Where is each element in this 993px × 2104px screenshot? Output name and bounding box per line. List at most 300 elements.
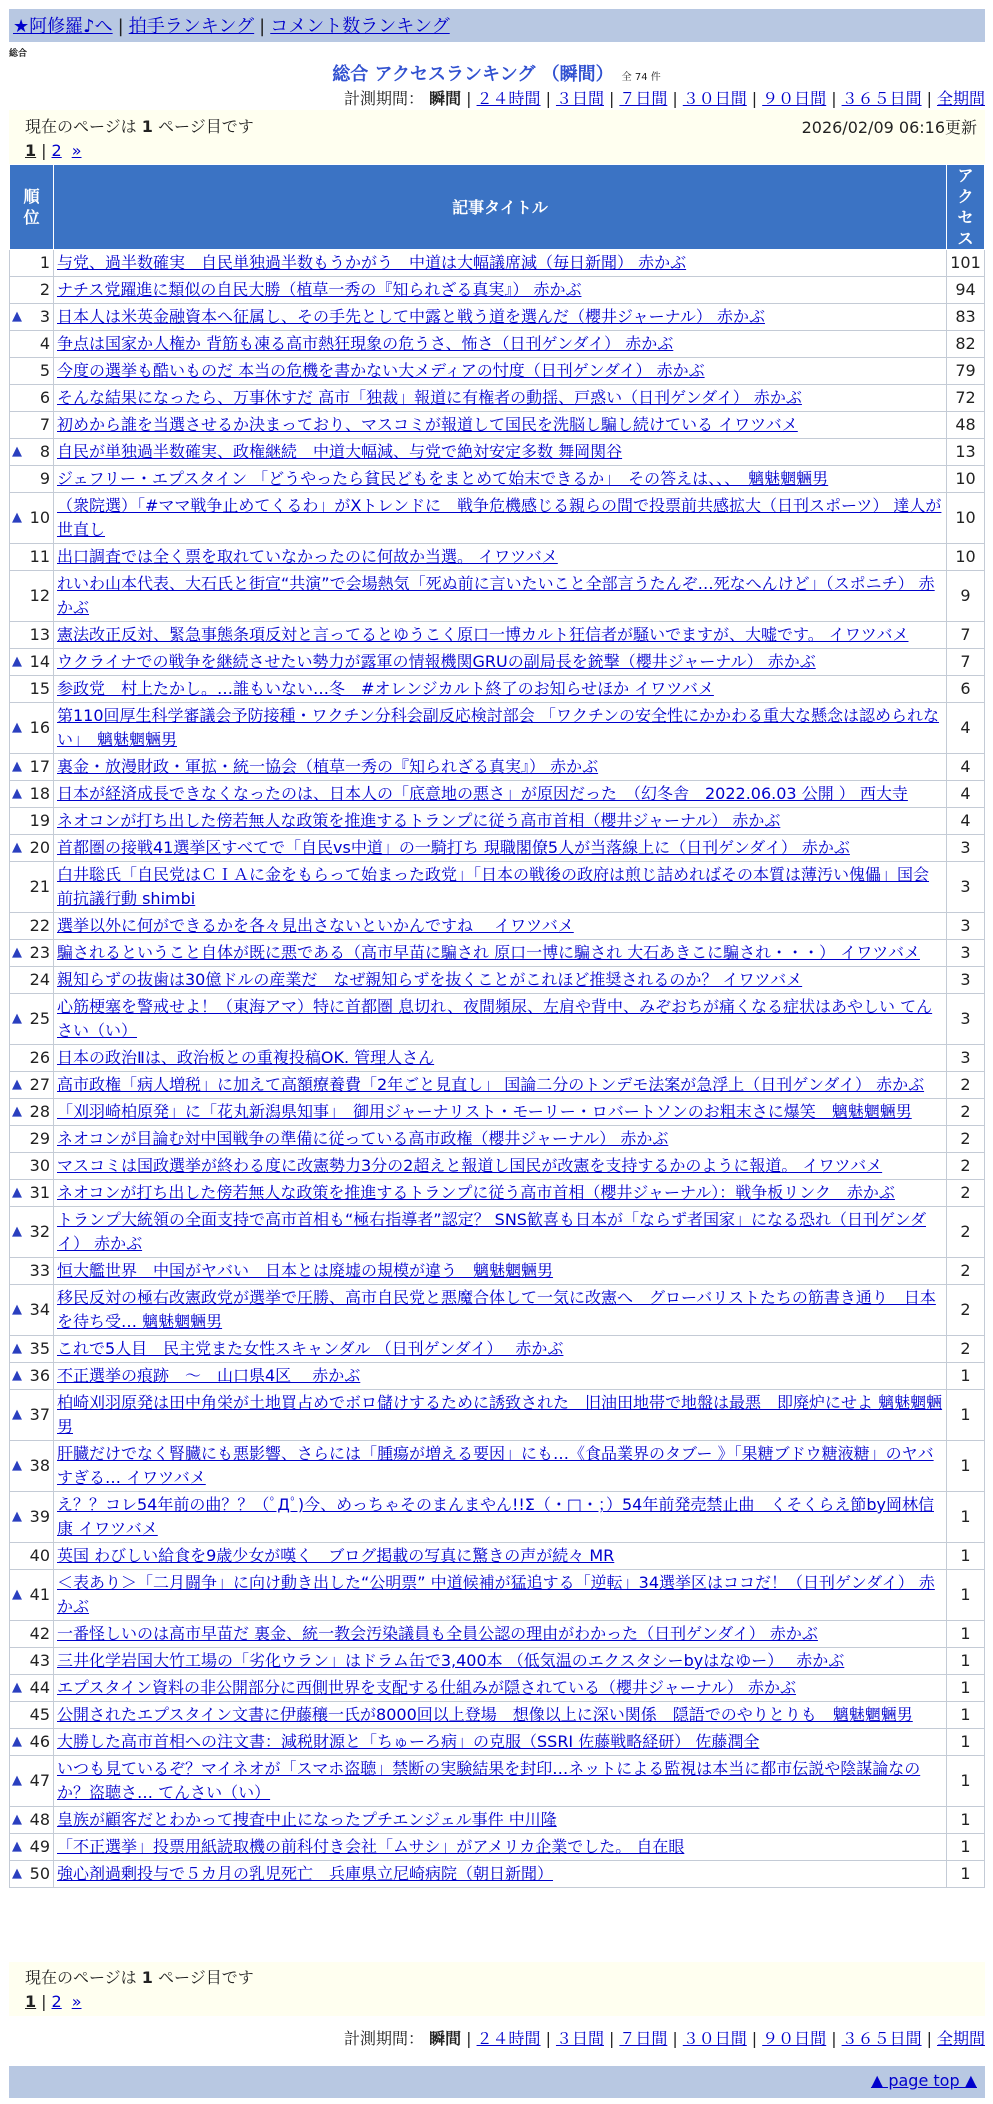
period-24h-link-bottom[interactable]: ２４時間 (476, 2029, 541, 2048)
table-row (10, 1099, 985, 1126)
table-row (10, 304, 985, 331)
access-count: 79 (947, 358, 985, 385)
access-count: 10 (947, 493, 985, 544)
access-count: 2 (947, 1258, 985, 1285)
rank-cell (10, 1648, 54, 1675)
rank-cell (10, 808, 54, 835)
rank-number: 50 (29, 1864, 50, 1883)
comment-ranking-link[interactable]: コメント数ランキング (270, 16, 450, 37)
rank-number: 26 (29, 1048, 50, 1067)
rank-up-arrow-icon: ▲ (12, 1773, 22, 1788)
article-title-link[interactable]: 柏崎刈羽原発は田中角栄が土地買占めでボロ儲けするために誘致された 旧油田地帯で地盤は最悪 即廃炉にせよ 魑魅魍魎男 (57, 1393, 943, 1436)
rank-cell (10, 439, 54, 466)
article-title-link[interactable]: 自民が単独過半数確実、政権継続 中道大幅減、与党で絶対安定多数 舞岡関谷 (57, 442, 623, 461)
title-cell (54, 1570, 947, 1621)
title-cell (54, 493, 947, 544)
rank-cell (10, 304, 54, 331)
article-title-link[interactable]: そんな結果になったら、万事休すだ 高市「独裁」報道に有権者の動揺、戸惑い（日刊ゲンダイ） 赤かぶ (57, 388, 802, 407)
rank-cell (10, 994, 54, 1045)
table-row (10, 1621, 985, 1648)
clap-ranking-link[interactable]: 拍手ランキング (128, 16, 255, 37)
access-count: 2 (947, 1180, 985, 1207)
access-count: 10 (947, 544, 985, 571)
article-title-link[interactable]: 公開されたエプスタイン文書に伊藤穰一氏が8000回以上登場 想像以上に深い関係 隠語でのやりとりも 魑魅魍魎男 (57, 1705, 913, 1724)
rank-cell (10, 1126, 54, 1153)
title-cell (54, 1621, 947, 1648)
article-title-link[interactable]: 首都圏の接戦41選挙区すべてで「自民vs中道」の一騎打ち 現職閣僚5人が当落線上に（日刊ゲンダイ） 赤かぶ (57, 838, 850, 857)
table-row (10, 808, 985, 835)
access-count: 2 (947, 1126, 985, 1153)
title-cell (54, 1390, 947, 1441)
title-cell (54, 1807, 947, 1834)
rank-cell (10, 1336, 54, 1363)
title-cell (54, 1729, 947, 1756)
table-row (10, 1153, 985, 1180)
rank-cell (10, 1702, 54, 1729)
access-count: 2 (947, 1072, 985, 1099)
rank-cell (10, 940, 54, 967)
article-title-link[interactable]: 騙されるということ自体が既に悪である（高市早苗に騙され 原口一博に騙され 大石あきこに騙され・・・） イワツバメ (57, 943, 920, 962)
period-7d-link[interactable]: ７日間 (619, 89, 668, 108)
article-title-link[interactable]: れいわ山本代表、大石氏と街宣“共演”で会場熱気「死ぬ前に言いたいこと全部言うたんぞ…死なへんけど」（スポニチ） 赤かぶ (57, 574, 935, 617)
rank-cell (10, 1570, 54, 1621)
title-cell (54, 622, 947, 649)
access-count: 1 (947, 1756, 985, 1807)
rank-cell (10, 466, 54, 493)
access-count: 1 (947, 1807, 985, 1834)
title-cell (54, 1099, 947, 1126)
access-count: 9 (947, 571, 985, 622)
period-all-link[interactable]: 全期間 (936, 89, 985, 108)
table-row (10, 1285, 985, 1336)
rank-cell (10, 1153, 54, 1180)
table-row (10, 994, 985, 1045)
access-count: 2 (947, 1285, 985, 1336)
header-access: アクセス (947, 165, 985, 250)
table-row (10, 940, 985, 967)
rank-number: 5 (39, 361, 50, 380)
period-30d-link-bottom[interactable]: ３０日間 (682, 2029, 747, 2048)
article-title-link[interactable]: ネオコンが目論む対中国戦争の準備に従っている高市政権（櫻井ジャーナル） 赤かぶ (57, 1129, 669, 1148)
rank-number: 19 (29, 811, 50, 830)
rank-number: 41 (29, 1585, 50, 1604)
table-row (10, 439, 985, 466)
rank-cell (10, 385, 54, 412)
table-row (10, 1390, 985, 1441)
title-cell (54, 913, 947, 940)
top-nav-bar (9, 9, 985, 42)
period-7d-link-bottom[interactable]: ７日間 (619, 2029, 668, 2048)
access-count: 6 (947, 676, 985, 703)
table-row (10, 1807, 985, 1834)
article-title-link[interactable]: 強心剤過剰投与で５カ月の乳児死亡 兵庫県立尼崎病院（朝日新聞） (57, 1864, 554, 1883)
title-cell (54, 571, 947, 622)
article-title-link[interactable]: 日本が経済成長できなくなったのは、日本人の「底意地の悪さ」が原因だった （幻冬舎 2022.06.03 公開 ） 西大寺 (57, 784, 908, 803)
access-count: 3 (947, 835, 985, 862)
article-title-link[interactable]: ナチス党躍進に類似の自民大勝（植草一秀の『知られざる真実』） 赤かぶ (57, 280, 582, 299)
period-current: 瞬間 (429, 89, 462, 108)
access-count: 1 (947, 1570, 985, 1621)
rank-cell (10, 1834, 54, 1861)
title-cell (54, 994, 947, 1045)
title-cell (54, 1702, 947, 1729)
article-title-link[interactable]: 出口調査では全く票を取れていなかったのに何故か当選。 イワツバメ (57, 547, 558, 566)
period-90d-link[interactable]: ９０日間 (762, 89, 827, 108)
access-count: 3 (947, 913, 985, 940)
pager-current: 1 (25, 141, 37, 160)
rank-number: 35 (29, 1339, 50, 1358)
rank-number: 29 (29, 1129, 50, 1148)
article-title-link[interactable]: 参政党 村上たかし。…誰もいない…冬 #オレンジカルト終了のお知らせほか イワツバメ (57, 679, 714, 698)
article-title-link[interactable]: 与党、過半数確実 自民単独過半数もうかがう 中道は大幅議席減（毎日新聞） 赤かぶ (57, 253, 687, 272)
rank-number: 31 (29, 1183, 50, 1202)
rank-number: 45 (29, 1705, 50, 1724)
title-cell (54, 1207, 947, 1258)
title-cell (54, 331, 947, 358)
pager-next-link-bottom[interactable]: » (71, 1992, 82, 2011)
article-title-link[interactable]: 今度の選挙も酷いものだ 本当の危機を書かない大メディアの忖度（日刊ゲンダイ） 赤かぶ (57, 361, 705, 380)
access-count: 1 (947, 1390, 985, 1441)
access-count: 10 (947, 466, 985, 493)
article-title-link[interactable]: 「不正選挙」投票用紙読取機の前科付き会社「ムサシ」がアメリカ企業でした。 自在眼 (57, 1837, 685, 1856)
table-row (10, 1570, 985, 1621)
access-count: 1 (947, 1648, 985, 1675)
access-count: 7 (947, 649, 985, 676)
access-count: 1 (947, 1543, 985, 1570)
access-count: 7 (947, 622, 985, 649)
table-row (10, 1258, 985, 1285)
access-count: 72 (947, 385, 985, 412)
rank-cell (10, 835, 54, 862)
rank-cell (10, 1861, 54, 1888)
rank-number: 15 (29, 679, 50, 698)
page-top-link[interactable]: ▲ page top ▲ (870, 2071, 977, 2090)
rank-cell (10, 358, 54, 385)
table-row (10, 1675, 985, 1702)
article-title-link[interactable]: 移民反対の極右改憲政党が選挙で圧勝、高市自民党と悪魔合体して一気に改憲へ グローバリストたちの筋書き通り 日本を待ち受… 魑魅魍魎男 (57, 1288, 936, 1331)
section-label: 総合 (9, 49, 28, 59)
period-3d-link-bottom[interactable]: ３日間 (555, 2029, 604, 2048)
rank-cell (10, 331, 54, 358)
article-title-link[interactable]: 皇族が顧客だとわかって捜査中止になったプチエンジェル事件 中川隆 (57, 1810, 557, 1829)
article-title-link[interactable]: 肝臓だけでなく腎臓にも悪影響、さらには「腫瘍が増える要因」にも…《食品業界のタブー 》「果糖ブドウ糖液糖」のヤバすぎる… イワツバメ (57, 1444, 934, 1487)
rank-number: 13 (29, 625, 50, 644)
article-title-link[interactable]: ウクライナでの戦争を継続させたい勢力が露軍の情報機関GRUの副局長を銃撃（櫻井ジャーナル） 赤かぶ (57, 652, 816, 671)
title-cell (54, 1492, 947, 1543)
title-cell (54, 676, 947, 703)
article-title-link[interactable]: これで5人目 民主党また女性スキャンダル （日刊ゲンダイ） 赤かぶ (57, 1339, 564, 1358)
rank-cell (10, 967, 54, 994)
rank-up-arrow-icon: ▲ (12, 1185, 22, 1200)
article-title-link[interactable]: 不正選挙の痕跡 ～ 山口県4区 赤かぶ (57, 1366, 361, 1385)
rank-up-arrow-icon: ▲ (12, 1458, 22, 1473)
rank-number: 38 (29, 1456, 50, 1475)
article-title-link[interactable]: 選挙以外に何ができるかを各々見出さないといかんですね イワツバメ (57, 916, 574, 935)
access-count: 4 (947, 808, 985, 835)
table-row (10, 1180, 985, 1207)
rank-cell (10, 571, 54, 622)
rank-cell (10, 1045, 54, 1072)
rank-up-arrow-icon: ▲ (12, 510, 22, 525)
table-row (10, 1543, 985, 1570)
rank-up-arrow-icon: ▲ (12, 1011, 22, 1026)
rank-cell (10, 913, 54, 940)
rank-number: 18 (29, 784, 50, 803)
title-cell (54, 250, 947, 277)
article-title-link[interactable]: 恒大艦世界 中国がヤバい 日本とは廃墟の規模が違う 魑魅魍魎男 (57, 1261, 554, 1280)
table-row (10, 1207, 985, 1258)
access-count: 101 (947, 250, 985, 277)
article-title-link[interactable]: 英国 わびしい給食を9歳少女が嘆く ブログ掲載の写真に驚きの声が続々 MR (57, 1546, 615, 1565)
access-count: 3 (947, 862, 985, 913)
rank-number: 28 (29, 1102, 50, 1121)
article-title-link[interactable]: 初めから誰を当選させるか決まっており、マスコミが報道して国民を洗脳し騙し続けている イワツバメ (57, 415, 798, 434)
access-count: 1 (947, 1834, 985, 1861)
rank-cell (10, 862, 54, 913)
article-title-link[interactable]: 一番怪しいのは高市早苗だ 裏金、統一教会汚染議員も全員公認の理由がわかった（日刊ゲンダイ） 赤かぶ (57, 1624, 818, 1643)
title-cell (54, 1756, 947, 1807)
ranking-table (9, 164, 985, 1888)
rank-cell (10, 754, 54, 781)
rank-cell (10, 1390, 54, 1441)
article-title-link[interactable]: 憲法改正反対、緊急事態条項反対と言ってるとゆうこく原口一博カルト狂信者が騒いでますが、大嘘です。 イワツバメ (57, 625, 909, 644)
table-row (10, 703, 985, 754)
rank-number: 40 (29, 1546, 50, 1565)
rank-cell (10, 1285, 54, 1336)
title-cell (54, 808, 947, 835)
table-row (10, 1648, 985, 1675)
access-count: 4 (947, 703, 985, 754)
title-cell (54, 1441, 947, 1492)
rank-cell (10, 703, 54, 754)
table-row (10, 1492, 985, 1543)
rank-up-arrow-icon: ▲ (12, 759, 22, 774)
article-title-link[interactable]: 裏金・放漫財政・軍拡・統一協会（植草一秀の『知られざる真実』） 赤かぶ (57, 757, 599, 776)
footer-bar (9, 2066, 985, 2098)
table-row (10, 835, 985, 862)
rank-number: 21 (29, 877, 50, 896)
table-row (10, 622, 985, 649)
article-title-link[interactable]: エプスタイン資料の非公開部分に西側世界を支配する仕組みが隠されている（櫻井ジャーナル） 赤かぶ (57, 1678, 797, 1697)
rank-cell (10, 1441, 54, 1492)
rank-number: 4 (39, 334, 50, 353)
rank-number: 42 (29, 1624, 50, 1643)
nav-separator: | (259, 16, 266, 37)
access-count: 1 (947, 1702, 985, 1729)
article-title-link[interactable]: 大勝した高市首相への注文書：減税財源と「ちゅーろ病」の克服（SSRI 佐藤戦略経研） 佐藤潤全 (57, 1732, 760, 1751)
rank-number: 36 (29, 1366, 50, 1385)
period-selector-bottom: 計測期間： 瞬間 | ２４時間 | ３日間 | ７日間 | ３０日間 | ９０日間 | ３６５日間 | 全期間 (344, 2029, 985, 2048)
table-row (10, 544, 985, 571)
pager-page-2-link[interactable]: 2 (51, 141, 62, 160)
table-row (10, 571, 985, 622)
rank-up-arrow-icon: ▲ (12, 840, 22, 855)
rank-up-arrow-icon: ▲ (12, 945, 22, 960)
title-cell (54, 385, 947, 412)
rank-up-arrow-icon: ▲ (12, 1104, 22, 1119)
article-title-link[interactable]: 日本の政治Ⅱは、政治板との重複投稿OK. 管理人さん (57, 1048, 435, 1067)
title-cell (54, 1675, 947, 1702)
rank-cell (10, 1543, 54, 1570)
access-count: 1 (947, 1729, 985, 1756)
article-title-link[interactable]: え？？コレ54年前の曲？？（ﾟДﾟ)今、めっちゃそのまんまやん!!Σ（・□・；）54年前発売禁止曲 くそくらえ節by岡林信康 イワツバメ (57, 1495, 934, 1538)
rank-number: 48 (29, 1810, 50, 1829)
title-cell (54, 649, 947, 676)
article-title-link[interactable]: 第110回厚生科学審議会予防接種・ワクチン分科会副反応検討部会 「ワクチンの安全性にかかわる重大な懸念は認められない」 魑魅魍魎男 (57, 706, 940, 749)
period-90d-link-bottom[interactable]: ９０日間 (762, 2029, 827, 2048)
rank-up-arrow-icon: ▲ (12, 1224, 22, 1239)
rank-cell (10, 781, 54, 808)
rank-up-arrow-icon: ▲ (12, 786, 22, 801)
rank-number: 10 (29, 508, 50, 527)
header-title: 記事タイトル (54, 165, 947, 250)
article-title-link[interactable]: ネオコンが打ち出した傍若無人な政策を推進するトランプに従う高市首相（櫻井ジャーナル） 赤かぶ (57, 811, 781, 830)
pager-bottom: 1 | 2 » (25, 1992, 82, 2011)
access-count: 3 (947, 940, 985, 967)
rank-cell (10, 493, 54, 544)
rank-up-arrow-icon: ▲ (12, 1302, 22, 1317)
period-24h-link[interactable]: ２４時間 (476, 89, 541, 108)
table-row (10, 277, 985, 304)
rank-cell (10, 277, 54, 304)
table-row (10, 913, 985, 940)
article-title-link[interactable]: 親知らずの抜歯は30億ドルの産業だ なぜ親知らずを抜くことがこれほど推奨されるのか？ イワツバメ (57, 970, 803, 989)
article-title-link[interactable]: ジェフリー・エプスタイン 「どうやったら貧民どもをまとめて始末できるか」 その答えは、、、 魑魅魍魎男 (57, 469, 829, 488)
article-title-link[interactable]: 心筋梗塞を警戒せよ！（東海アマ）特に首都圏 息切れ、夜間頻尿、左肩や背中、みぞおちが痛くなる症状はあやしい てんさい（い） (57, 997, 933, 1040)
page-info-bottom (9, 1962, 985, 2016)
period-all-link-bottom[interactable]: 全期間 (936, 2029, 985, 2048)
article-title-link[interactable]: 争点は国家か人権か 背筋も凍る高市熱狂現象の危うさ、怖さ（日刊ゲンダイ） 赤かぶ (57, 334, 674, 353)
table-row (10, 493, 985, 544)
rank-number: 46 (29, 1732, 50, 1751)
article-title-link[interactable]: 白井聡氏「自民党はＣＩＡに金をもらって始まった政党」「日本の戦後の政府は煎じ詰めればその本質は薄汚い傀儡」国会前抗議行動 shimbi (57, 865, 930, 908)
period-30d-link[interactable]: ３０日間 (682, 89, 747, 108)
title-cell (54, 940, 947, 967)
article-title-link[interactable]: 高市政権「病人増税」に加えて高額療養費「2年ごと見直し」 国論二分のトンデモ法案が急浮上（日刊ゲンダイ） 赤かぶ (57, 1075, 925, 1094)
rank-number: 9 (39, 469, 50, 488)
access-count: 4 (947, 781, 985, 808)
table-row (10, 1729, 985, 1756)
access-count: 4 (947, 754, 985, 781)
title-cell (54, 358, 947, 385)
access-count: 94 (947, 277, 985, 304)
rank-number: 32 (29, 1222, 50, 1241)
access-count: 1 (947, 1441, 985, 1492)
table-row (10, 754, 985, 781)
title-cell (54, 1543, 947, 1570)
title-cell (54, 1285, 947, 1336)
title-cell (54, 1258, 947, 1285)
table-row (10, 967, 985, 994)
period-365d-link-bottom[interactable]: ３６５日間 (841, 2029, 922, 2048)
period-label: 計測期間： (344, 89, 425, 108)
period-3d-link[interactable]: ３日間 (555, 89, 604, 108)
rank-number: 24 (29, 970, 50, 989)
rank-number: 47 (29, 1771, 50, 1790)
access-count: 3 (947, 1045, 985, 1072)
table-row (10, 1756, 985, 1807)
rank-number: 1 (39, 253, 50, 272)
title-cell (54, 544, 947, 571)
rank-cell (10, 622, 54, 649)
article-title-link[interactable]: 日本人は米英金融資本へ征属し、その手先として中露と戦う道を選んだ（櫻井ジャーナル） 赤かぶ (57, 307, 765, 326)
access-count: 2 (947, 1336, 985, 1363)
rank-up-arrow-icon: ▲ (12, 444, 22, 459)
title-cell (54, 466, 947, 493)
rank-number: 16 (29, 718, 50, 737)
header-rank: 順位 (10, 165, 54, 250)
article-title-link[interactable]: ＜表あり＞「二月闘争」に向け動き出した“公明票” 中道候補が猛追する「逆転」34選挙区はココだ！（日刊ゲンダイ） 赤かぶ (57, 1573, 935, 1616)
title-cell (54, 703, 947, 754)
table-row (10, 385, 985, 412)
rank-cell (10, 649, 54, 676)
table-row (10, 1045, 985, 1072)
pager-page-2-link-bottom[interactable]: 2 (51, 1992, 62, 2011)
article-title-link[interactable]: （衆院選）「#ママ戦争止めてくるわ」がXトレンドに 戦争危機感じる親らの間で投票前共感拡大（日刊スポーツ） 達人が世直し (57, 496, 942, 539)
period-365d-link[interactable]: ３６５日間 (841, 89, 922, 108)
table-row (10, 466, 985, 493)
ranking-table-body (10, 250, 985, 1888)
pager-next-link[interactable]: » (71, 141, 82, 160)
rank-up-arrow-icon: ▲ (12, 1407, 22, 1422)
rank-number: 8 (39, 442, 50, 461)
title-cell (54, 304, 947, 331)
rank-cell (10, 1621, 54, 1648)
rank-number: 17 (29, 757, 50, 776)
title-cell (54, 1153, 947, 1180)
rank-cell (10, 1492, 54, 1543)
title-cell (54, 1180, 947, 1207)
title-cell (54, 835, 947, 862)
access-count: 13 (947, 439, 985, 466)
article-title-link[interactable]: 「刈羽崎柏原発」に「花丸新潟県知事」 御用ジャーナリスト・モーリー・ロバートソンのお粗末さに爆笑 魑魅魍魎男 (57, 1102, 912, 1121)
article-title-link[interactable]: トランプ大統領の全面支持で高市首相も“極右指導者”認定？ SNS歓喜も日本が「ならず者国家」になる恐れ（日刊ゲンダイ） 赤かぶ (57, 1210, 926, 1253)
title-cell (54, 1363, 947, 1390)
rank-up-arrow-icon: ▲ (12, 1680, 22, 1695)
title-cell (54, 1834, 947, 1861)
home-link[interactable]: ★阿修羅♪へ (13, 16, 113, 37)
rank-up-arrow-icon: ▲ (12, 1368, 22, 1383)
table-header-row (10, 165, 985, 250)
article-title-link[interactable]: マスコミは国政選挙が終わる度に改憲勢力3分の2超えと報道し国民が改憲を支持するかのように報道。 イワツバメ (57, 1156, 883, 1175)
rank-number: 6 (39, 388, 50, 407)
title-cell (54, 862, 947, 913)
rank-number: 3 (39, 307, 50, 326)
table-row (10, 1072, 985, 1099)
table-row (10, 1363, 985, 1390)
rank-cell (10, 1807, 54, 1834)
rank-number: 2 (39, 280, 50, 299)
article-title-link[interactable]: ネオコンが打ち出した傍若無人な政策を推進するトランプに従う高市首相（櫻井ジャーナル）：戦争板リンク 赤かぶ (57, 1183, 895, 1202)
rank-cell (10, 1729, 54, 1756)
page-indicator-bottom: 現在のページは 1 ページ目です (25, 1968, 254, 1987)
rank-number: 27 (29, 1075, 50, 1094)
page-indicator: 現在のページは 1 ページ目です (25, 117, 254, 136)
rank-up-arrow-icon: ▲ (12, 1866, 22, 1881)
table-row (10, 1336, 985, 1363)
rank-up-arrow-icon: ▲ (12, 1839, 22, 1854)
rank-number: 11 (29, 547, 50, 566)
title-cell (54, 439, 947, 466)
rank-number: 33 (29, 1261, 50, 1280)
article-title-link[interactable]: 三井化学岩国大竹工場の「劣化ウラン」はドラム缶で3,400本 （低気温のエクスタシーbyはなゆー） 赤かぶ (57, 1651, 845, 1670)
rank-number: 23 (29, 943, 50, 962)
rank-up-arrow-icon: ▲ (12, 309, 22, 324)
rank-number: 34 (29, 1300, 50, 1319)
article-title-link[interactable]: いつも見ているぞ？マイネオが「スマホ盗聴」禁断の実験結果を封印…ネットによる監視は本当に都市伝説や陰謀論なのか？盗聴さ… てんさい（い） (57, 1759, 921, 1802)
access-count: 1 (947, 1861, 985, 1888)
access-count: 1 (947, 1492, 985, 1543)
